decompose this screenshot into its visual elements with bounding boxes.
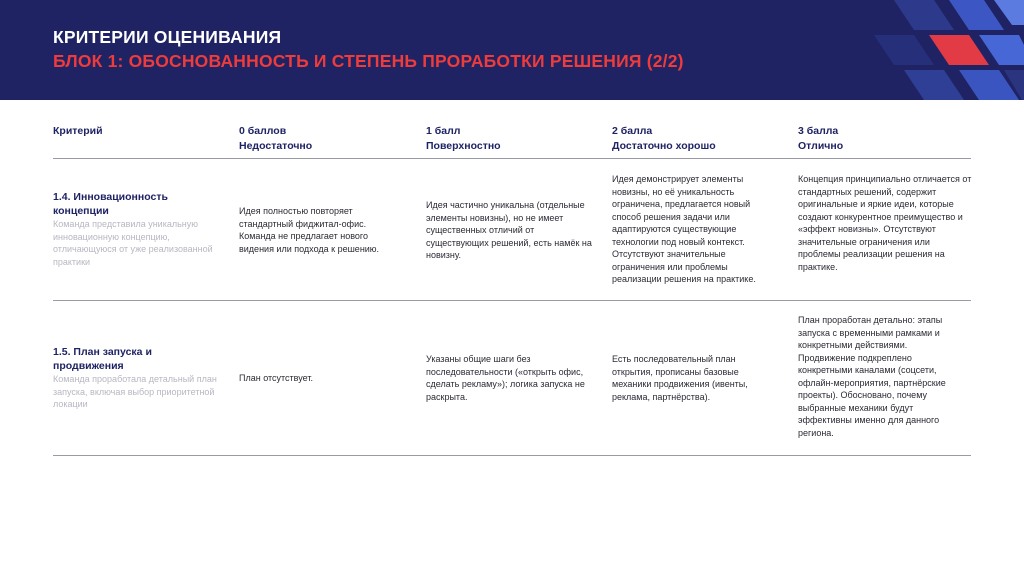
table-divider [53,300,971,301]
column-header-line2: Поверхностно [426,140,501,152]
table-divider [53,455,971,456]
table-row-criterion [53,345,218,411]
column-header-score-0 [239,124,312,154]
table-cell: План отсутствует. [239,373,313,383]
table-divider [53,158,971,159]
column-header-line1: 0 баллов [239,125,287,137]
table-cell: Концепция принципиально отличается от стандартных решений, содержит оригинальные и яркие идеи, которые создают конкурентное преимущество и «эффект новизны». Отсутствуют значительные ограничения или проблемы реализации решения на практике. [798,174,972,272]
column-header-line2: Достаточно хорошо [612,140,716,152]
column-header-line2: Отлично [798,140,844,152]
slide-title: КРИТЕРИИ ОЦЕНИВАНИЯ [53,27,282,47]
table-row-criterion [53,190,218,268]
slide-subtitle: БЛОК 1: ОБОСНОВАННОСТЬ И СТЕПЕНЬ ПРОРАБОТКИ РЕШЕНИЯ (2/2) [53,51,684,71]
column-header-line1: 2 балла [612,125,653,137]
criterion-description: Команда проработала детальный план запуска, включая выбор приоритетной локации [53,374,217,409]
column-header-score-1 [426,124,501,154]
table-cell: План проработан детально: этапы запуска с временными рамками и конкретными действиями. Продвижение подкреплено конкретными каналами (соцсети, офлайн-мероприятия, партнёрские проекты). Обосновано, почему выбранные механики будут эффективны именно для данного региона. [798,315,946,438]
table-cell: Идея частично уникальна (отдельные элементы новизны), но не имеет существенных отличий от существующих решений, есть намёк на новизну. [426,200,592,260]
decorative-shapes-icon [854,0,1024,100]
criterion-name: 1.5. План запуска и продвижения [53,346,152,372]
criterion-description: Команда представила уникальную инновационную концепцию, отличающуюся от уже реализованной практики [53,219,213,267]
table-cell: Идея демонстрирует элементы новизны, но её уникальность ограничена, предлагается новый способ решения задачи или адаптируются существующие технологии под новый контекст. Отсутствуют значительные ограничения или проблемы реализации решения на практике. [612,174,756,284]
column-header-line1: Критерий [53,125,103,137]
slide-header [0,0,1024,100]
table-cell: Идея полностью повторяет стандартный фиджитал-офис. Команда не предлагает нового видения или подхода к решению. [239,206,380,254]
criterion-name: 1.4. Инновационность концепции [53,191,168,217]
table-cell: Указаны общие шаги без последовательности («открыть офис, сделать рекламу»); логика запуска не раскрыта. [426,354,585,402]
column-header-line1: 3 балла [798,125,839,137]
column-header-score-3 [798,124,843,154]
column-header-score-2 [612,124,716,154]
table-cell: Есть последовательный план открытия, прописаны базовые механики продвижения (ивенты, реклама, партнёрства). [612,354,748,402]
column-header-criterion [53,124,103,139]
column-header-line2: Недостаточно [239,140,313,152]
column-header-line1: 1 балл [426,125,461,137]
